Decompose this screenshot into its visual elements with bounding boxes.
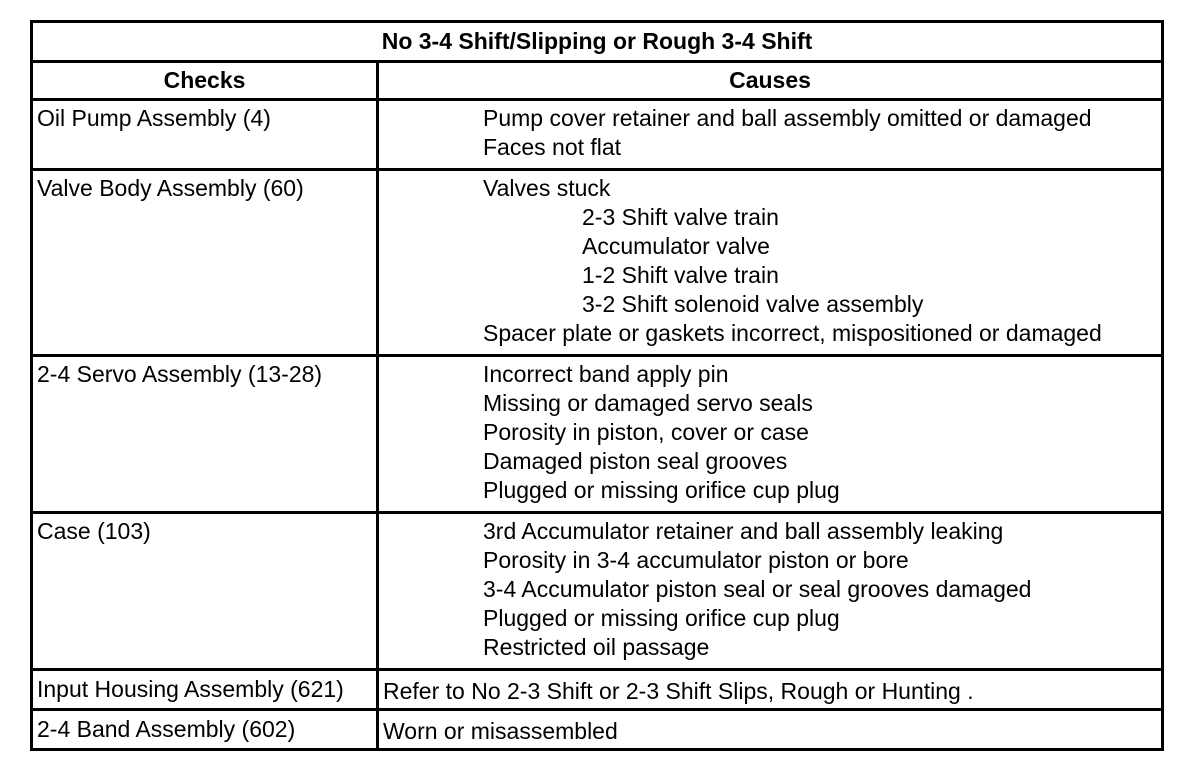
cause-subitem: 1-2 Shift valve train	[582, 262, 779, 288]
cause-subitem: 2-3 Shift valve train	[582, 204, 779, 230]
header-row	[32, 62, 1163, 100]
causes-cell	[378, 513, 1163, 670]
cause-item: Plugged or missing orifice cup plug	[483, 605, 840, 631]
cause-item: Porosity in 3-4 accumulator piston or bore	[483, 547, 909, 573]
cause-item: Valves stuck	[483, 175, 611, 201]
cause-item: Faces not flat	[483, 134, 622, 160]
table-row	[32, 356, 1163, 513]
cause-cell: Refer to No 2-3 Shift or 2-3 Shift Slips, Rough or Hunting .	[378, 670, 1163, 710]
column-header-causes: Causes	[378, 62, 1163, 100]
causes-cell	[378, 356, 1163, 513]
causes-cell	[378, 100, 1163, 170]
cause-item: Spacer plate or gaskets incorrect, mispositioned or damaged	[483, 320, 1102, 346]
cause-item: Damaged piston seal grooves	[483, 448, 788, 474]
cause-item: Restricted oil passage	[483, 634, 710, 660]
diagnosis-table	[30, 20, 1164, 751]
check-cell: Case (103)	[32, 513, 378, 670]
causes-cell	[378, 170, 1163, 356]
table-row	[32, 710, 1163, 750]
title-row	[32, 22, 1163, 62]
cause-item: Missing or damaged servo seals	[483, 390, 813, 416]
table-title: No 3-4 Shift/Slipping or Rough 3-4 Shift	[32, 22, 1163, 62]
check-cell: Oil Pump Assembly (4)	[32, 100, 378, 170]
cause-item: Plugged or missing orifice cup plug	[483, 477, 840, 503]
check-cell: Valve Body Assembly (60)	[32, 170, 378, 356]
cause-item: Pump cover retainer and ball assembly omitted or damaged	[483, 105, 1092, 131]
check-cell: Input Housing Assembly (621)	[32, 670, 378, 710]
table-row	[32, 100, 1163, 170]
cause-cell: Worn or misassembled	[378, 710, 1163, 750]
cause-item: Incorrect band apply pin	[483, 361, 729, 387]
cause-item: 3-4 Accumulator piston seal or seal grooves damaged	[483, 576, 1032, 602]
cause-subitem: Accumulator valve	[582, 233, 770, 259]
column-header-checks: Checks	[32, 62, 378, 100]
cause-item: 3rd Accumulator retainer and ball assembly leaking	[483, 518, 1004, 544]
cause-item: Porosity in piston, cover or case	[483, 419, 809, 445]
table-row	[32, 170, 1163, 356]
table-row	[32, 513, 1163, 670]
check-cell: 2-4 Band Assembly (602)	[32, 710, 378, 750]
check-cell: 2-4 Servo Assembly (13-28)	[32, 356, 378, 513]
cause-subitem: 3-2 Shift solenoid valve assembly	[582, 291, 924, 317]
table-row	[32, 670, 1163, 710]
